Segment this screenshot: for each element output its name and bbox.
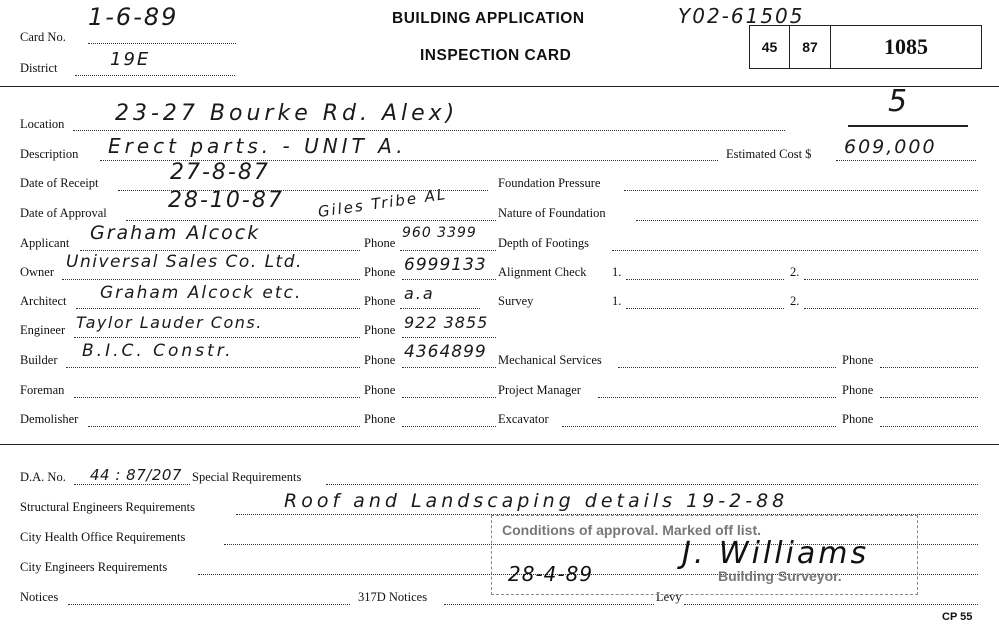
survey-2: 2. [790,294,800,308]
foreman-phone-dots [402,397,496,398]
owner-label: Owner [20,265,55,279]
project-manager-phone-dots [880,397,978,398]
structural-value: Roof and Landscaping details 19-2-88 [284,490,789,512]
header-divider [0,86,999,87]
stamp-line-2: Building Surveyor. [718,568,842,584]
card-no-label: Card No. [20,30,66,44]
notices-dots [68,604,350,605]
location-value: 23-27 Bourke Rd. Alex) [115,101,459,126]
date-of-approval-dots [126,220,496,221]
depth-of-footings-dots [612,250,978,251]
alignment-check-label: Alignment Check [498,265,587,279]
corner-mark: 5 [888,84,910,119]
demolisher-dots [88,426,360,427]
applicant-note: Giles Tribe AL [316,184,449,221]
notices-317d-label: 317D Notices [358,590,428,604]
architect-phone-label: Phone [364,294,396,308]
lower-section-divider [0,444,999,445]
engineer-dots [74,337,360,338]
title-line-1: BUILDING APPLICATION [392,10,585,27]
levy-label: Levy [656,590,682,604]
stamp-line-1: Conditions of approval. Marked off list. [502,522,762,538]
district-value: 19E [110,49,151,70]
engineer-value: Taylor Lauder Cons. [76,313,263,332]
card-no-value: 1-6-89 [88,3,179,31]
excavator-dots [562,426,836,427]
architect-phone-dots [400,308,480,309]
levy-dots [684,604,978,605]
owner-phone-dots [402,279,496,280]
stamp-date: 28-4-89 [508,562,594,586]
estimated-cost-label: Estimated Cost $ [726,147,812,161]
location-label: Location [20,117,65,131]
da-no-value: 44 : 87/207 [90,466,182,484]
date-of-approval-value: 28-10-87 [168,188,284,213]
foreman-phone-label: Phone [364,383,396,397]
applicant-label: Applicant [20,236,70,250]
alignment-check-2-dots [804,279,978,280]
engineer-phone-label: Phone [364,323,396,337]
excavator-label: Excavator [498,412,549,426]
foundation-pressure-label: Foundation Pressure [498,176,601,190]
owner-phone-value: 6999133 [404,255,487,275]
alignment-check-2: 2. [790,265,800,279]
da-no-dots [74,484,190,485]
district-label: District [20,61,58,75]
date-of-receipt-label: Date of Receipt [20,176,99,190]
engineer-label: Engineer [20,323,66,337]
corner-mark-underline [848,125,968,127]
architect-phone-value: a.a [404,284,435,303]
builder-phone-label: Phone [364,353,396,367]
builder-label: Builder [20,353,58,367]
card-number-boxes [749,25,982,69]
builder-phone-value: 4364899 [404,342,487,362]
nature-of-foundation-label: Nature of Foundation [498,206,606,220]
city-health-label: City Health Office Requirements [20,530,186,544]
notices-317d-dots [444,604,654,605]
structural-label: Structural Engineers Requirements [20,500,195,514]
form-code: CP 55 [942,611,973,623]
mechanical-services-dots [618,367,836,368]
demolisher-phone-label: Phone [364,412,396,426]
file-reference: Y02-61505 [678,4,805,28]
engineer-phone-value: 922 3855 [404,313,489,332]
mechanical-phone-label: Phone [842,353,874,367]
excavator-phone-label: Phone [842,412,874,426]
card-no-dots [88,43,236,44]
applicant-value: Graham Alcock [90,222,261,244]
box-1: 45 [750,26,790,68]
foreman-label: Foreman [20,383,65,397]
box-3: 1085 [884,34,928,59]
excavator-phone-dots [880,426,978,427]
owner-dots [62,279,360,280]
architect-dots [76,308,360,309]
location-dots [73,130,785,131]
depth-of-footings-label: Depth of Footings [498,236,589,250]
date-of-approval-label: Date of Approval [20,206,107,220]
project-manager-phone-label: Phone [842,383,874,397]
city-engineers-label: City Engineers Requirements [20,560,168,574]
title-line-2: INSPECTION CARD [420,47,572,64]
architect-value: Graham Alcock etc. [100,283,303,303]
architect-label: Architect [20,294,67,308]
approval-stamp [491,515,918,595]
alignment-check-1-dots [626,279,784,280]
survey-1: 1. [612,294,622,308]
owner-value: Universal Sales Co. Ltd. [66,252,303,272]
alignment-check-1: 1. [612,265,622,279]
notices-label: Notices [20,590,59,604]
da-no-label: D.A. No. [20,470,66,484]
project-manager-dots [598,397,836,398]
demolisher-phone-dots [402,426,496,427]
applicant-phone-value: 960 3399 [402,225,477,241]
nature-of-foundation-dots [636,220,978,221]
applicant-dots [80,250,360,251]
foundation-pressure-dots [624,190,978,191]
description-label: Description [20,147,79,161]
special-requirements-label: Special Requirements [192,470,302,484]
description-value: Erect parts. - UNIT A. [108,134,407,158]
mechanical-phone-dots [880,367,978,368]
builder-phone-dots [402,367,496,368]
foreman-dots [74,397,360,398]
applicant-phone-label: Phone [364,236,396,250]
special-requirements-dots [326,484,978,485]
owner-phone-label: Phone [364,265,396,279]
engineer-phone-dots [402,337,496,338]
mechanical-services-label: Mechanical Services [498,353,602,367]
demolisher-label: Demolisher [20,412,79,426]
estimated-cost-value: 609,000 [844,136,937,158]
survey-label: Survey [498,294,534,308]
project-manager-label: Project Manager [498,383,581,397]
date-of-receipt-value: 27-8-87 [170,160,270,185]
survey-1-dots [626,308,784,309]
district-dots [75,75,235,76]
survey-2-dots [804,308,978,309]
applicant-phone-dots [400,250,496,251]
stamp-signature: J. Williams [682,536,870,571]
estimated-cost-dots [836,160,976,161]
builder-dots [66,367,360,368]
box-2: 87 [790,26,831,68]
builder-value: B.I.C. Constr. [82,341,234,361]
